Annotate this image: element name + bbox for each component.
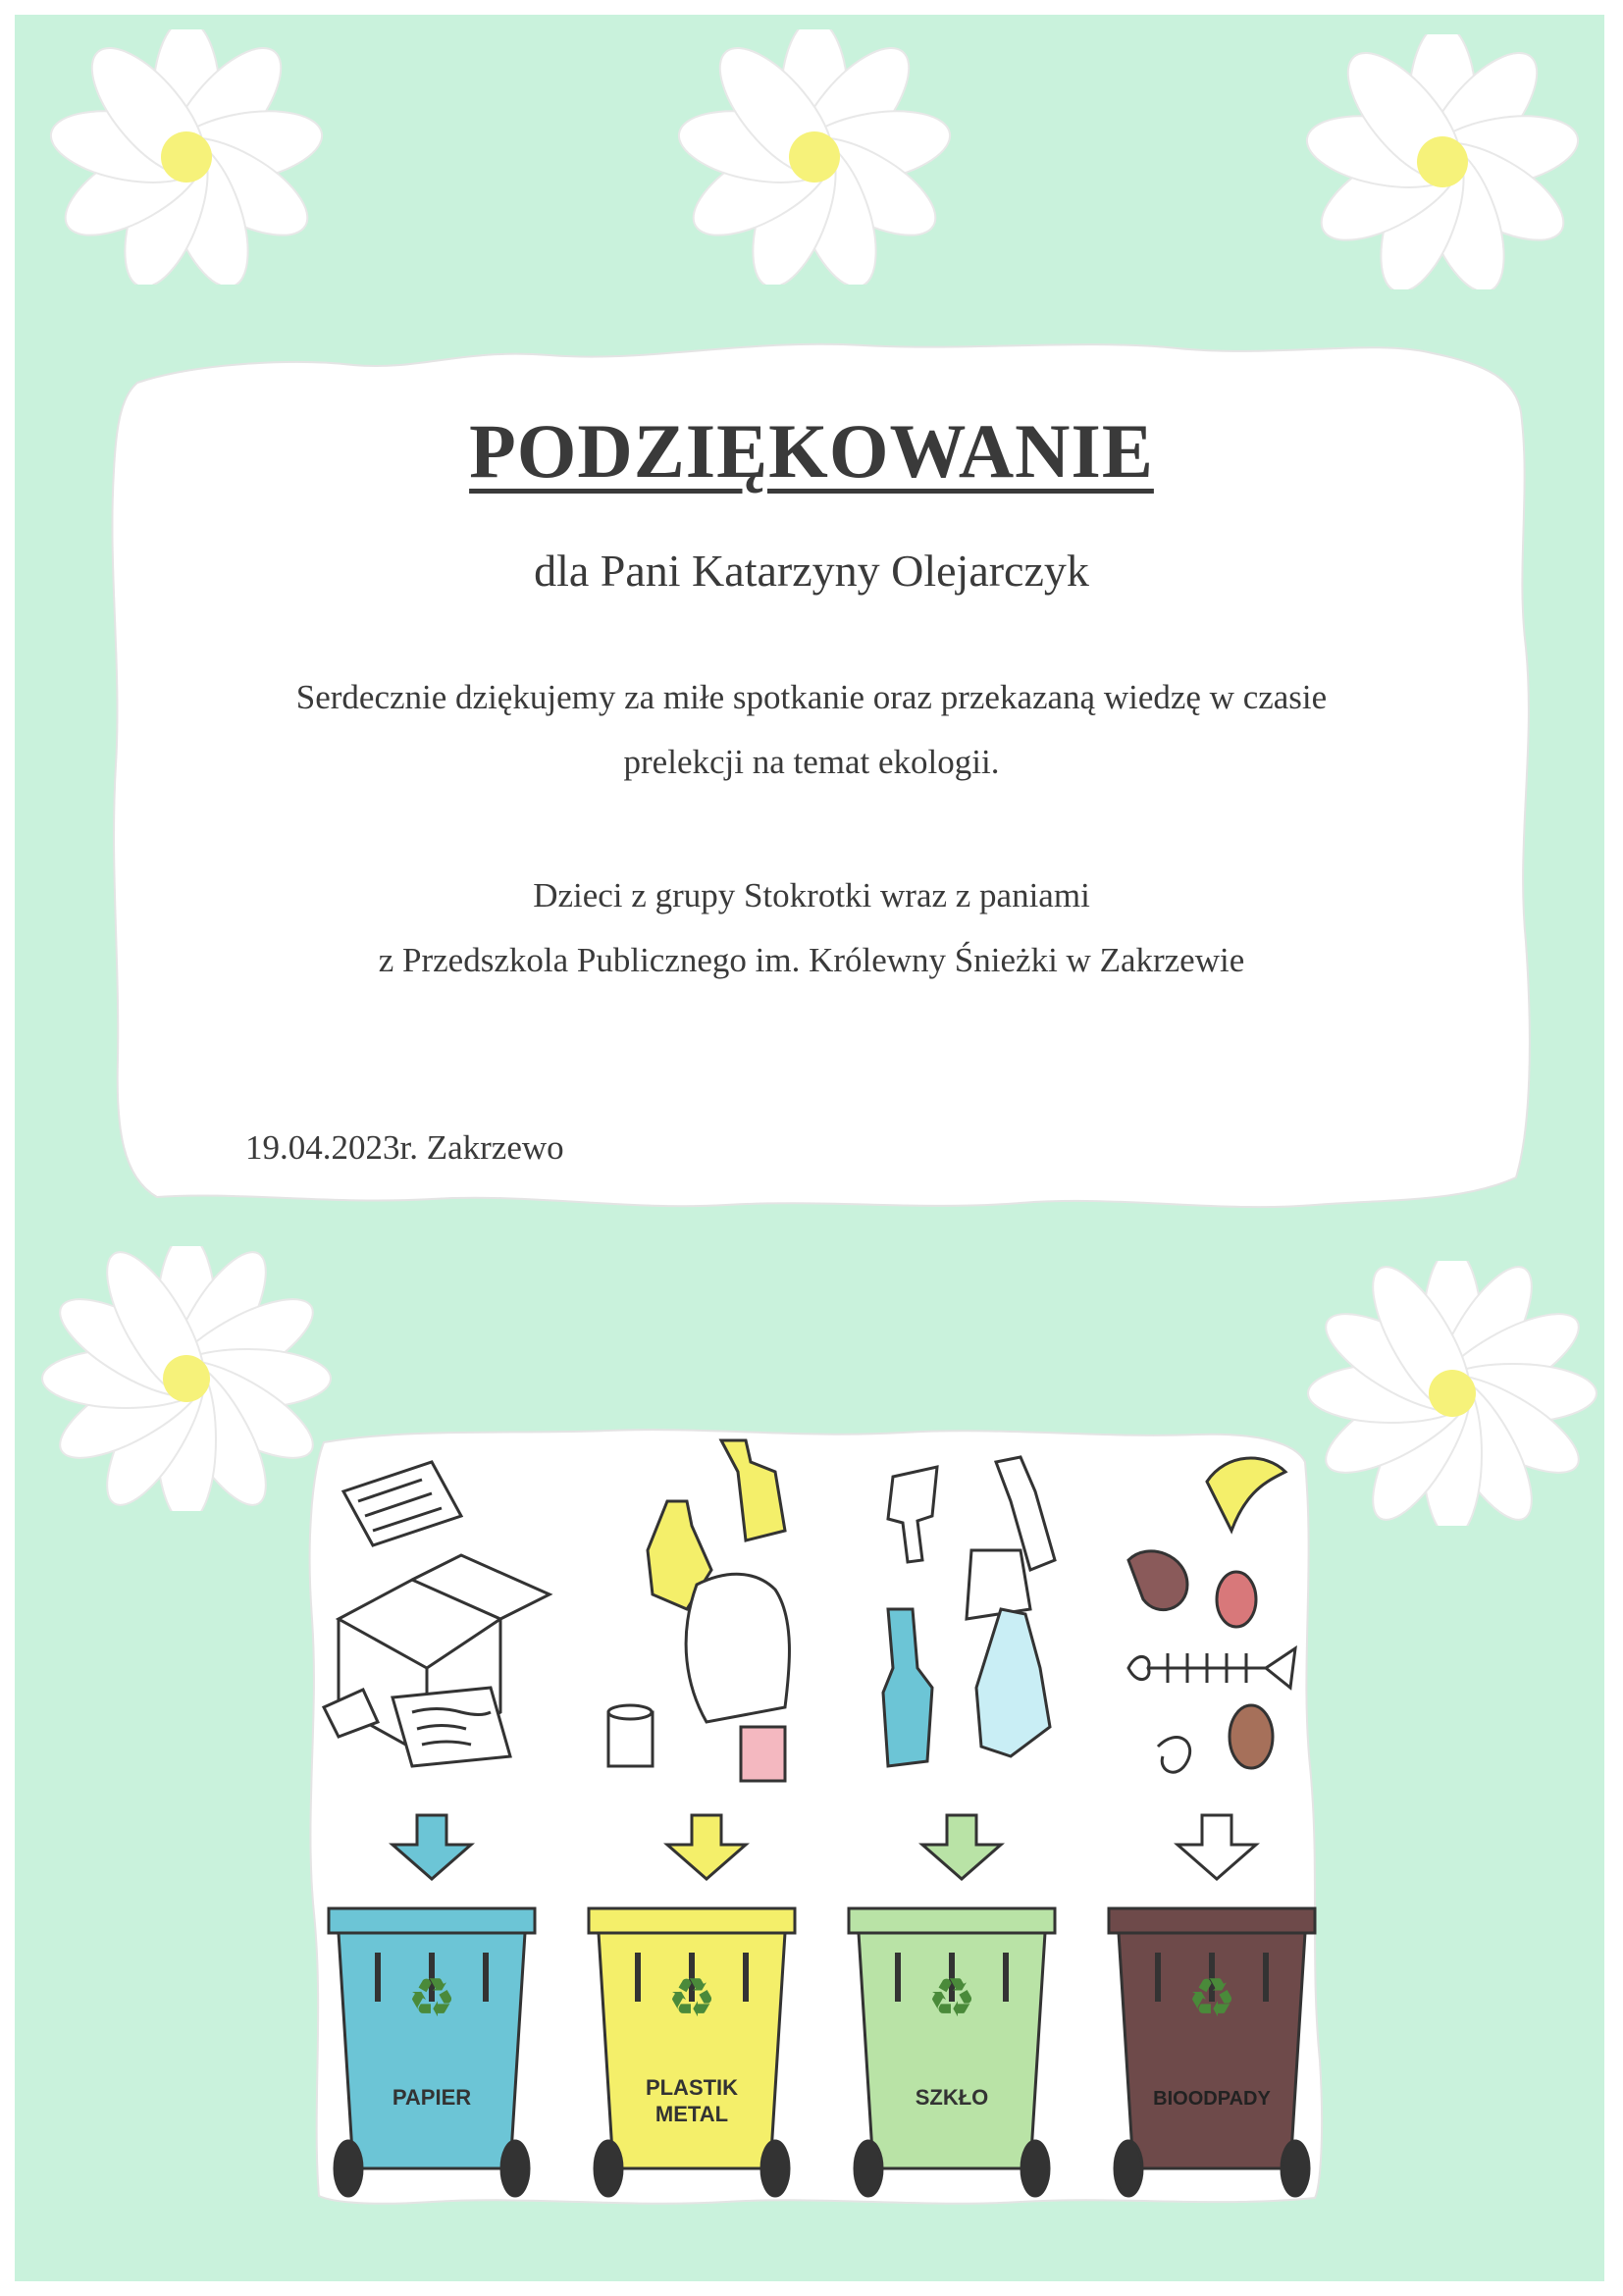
bin-label-metal: METAL	[654, 2102, 729, 2126]
document-title: PODZIĘKOWANIE	[469, 408, 1154, 494]
bin-label-szklo: SZKŁO	[915, 2085, 989, 2110]
signature-line-2: z Przedszkola Publicznego im. Królewny Śnieżki w Zakrzewie	[378, 941, 1245, 979]
bin-label-papier: PAPIER	[392, 2085, 472, 2110]
svg-text:♻: ♻	[407, 1968, 456, 2028]
bin-bioodpady	[1109, 1908, 1315, 2196]
bin-label-bioodpady: BIOODPADY	[1153, 2088, 1271, 2110]
svg-text:♻: ♻	[1187, 1968, 1236, 2028]
message-line-1: Serdecznie dziękujemy za miłe spotkanie oraz przekazaną wiedzę w czasie	[295, 678, 1328, 716]
signature-line-1: Dzieci z grupy Stokrotki wraz z paniami	[533, 876, 1090, 914]
svg-text:♻: ♻	[667, 1968, 716, 2028]
bin-label-plastik: PLASTIK	[645, 2075, 739, 2100]
bin-papier	[329, 1908, 535, 2196]
message-line-2: prelekcji na temat ekologii.	[623, 743, 1000, 781]
recipient-line: dla Pani Katarzyny Olejarczyk	[534, 546, 1089, 596]
bin-szklo	[849, 1908, 1055, 2196]
svg-text:♻: ♻	[927, 1968, 976, 2028]
bin-plastik-metal	[589, 1908, 795, 2196]
date-place: 19.04.2023r. Zakrzewo	[245, 1128, 564, 1167]
